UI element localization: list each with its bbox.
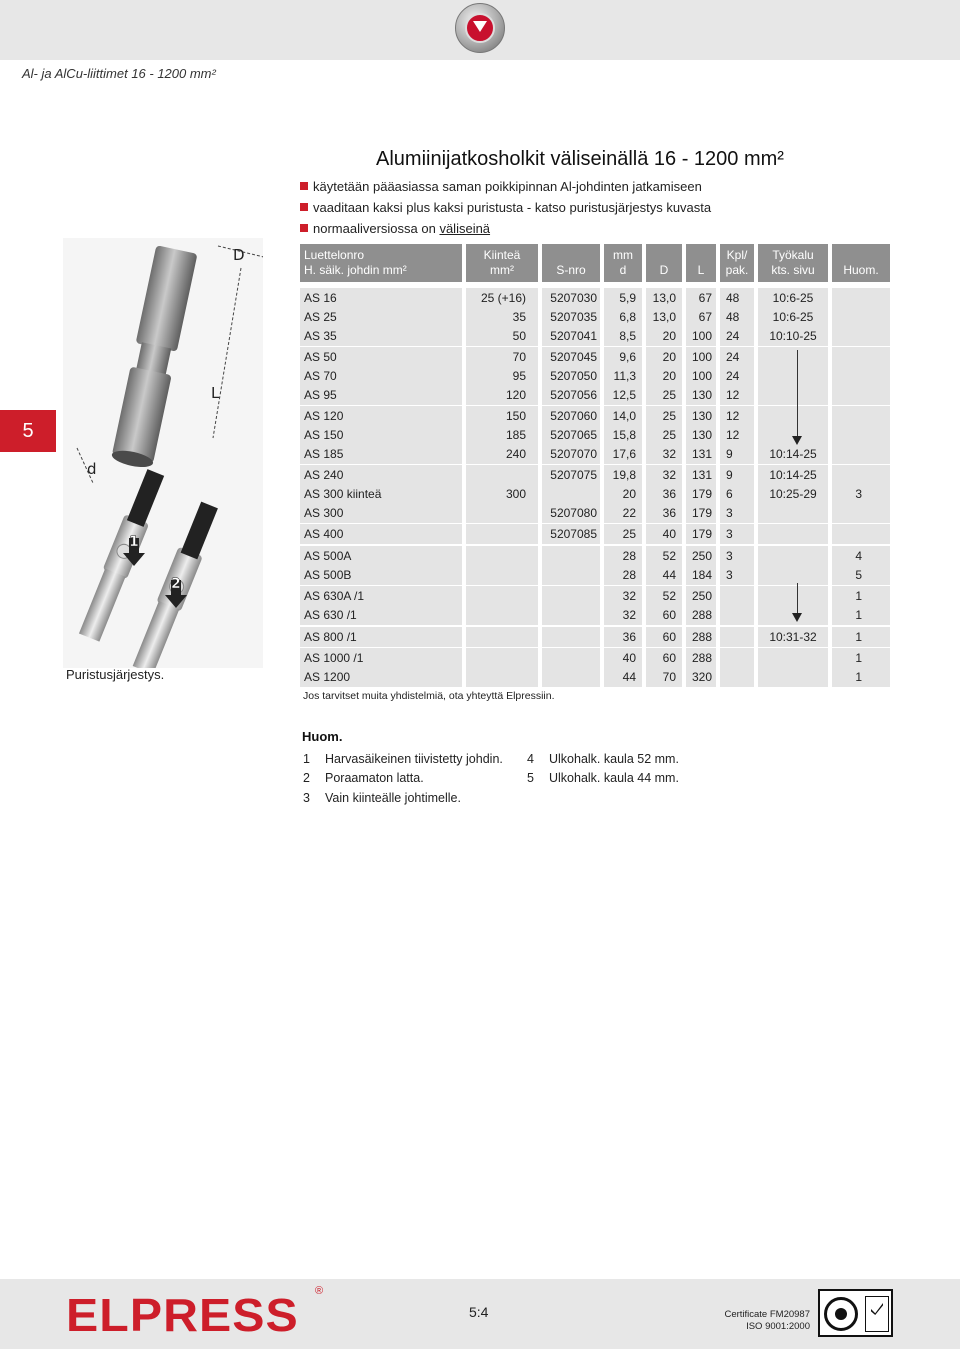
- cell-huom: [832, 466, 862, 484]
- cell-tyokalu: [758, 668, 828, 686]
- cell-D: 52: [662, 589, 676, 603]
- note-number: 1: [303, 752, 310, 766]
- cell-kpl: [726, 587, 756, 605]
- header-D: D: [646, 244, 682, 282]
- cell-snro: 5207060: [550, 409, 597, 423]
- cell-L: 320: [691, 670, 712, 684]
- cell-tyokalu: [758, 649, 828, 667]
- cell-kiintea: [466, 628, 526, 646]
- cell-L: 100: [691, 369, 712, 383]
- cell-huom: 4: [855, 549, 862, 563]
- ukas-check-icon: [865, 1296, 889, 1332]
- cell-kiintea: 120: [505, 388, 526, 402]
- cell-kpl: 3: [726, 568, 733, 582]
- cell-kpl: [726, 606, 756, 624]
- arrow-down-icon: [792, 613, 802, 622]
- header-snro: S-nro: [542, 244, 600, 282]
- cell-L: 250: [691, 549, 712, 563]
- note-number: 4: [527, 752, 534, 766]
- note-text: Poraamaton latta.: [325, 771, 424, 785]
- cell-tyokalu: [758, 566, 828, 584]
- cell-luettelonro: AS 240: [304, 468, 344, 482]
- dimension-D-label: D: [233, 246, 245, 264]
- cell-luettelonro: AS 120: [304, 409, 344, 423]
- cell-snro: 5207030: [550, 291, 597, 305]
- cell-kiintea: 240: [505, 447, 526, 461]
- cell-snro: [542, 587, 597, 605]
- cell-tyokalu: 10:31-32: [769, 630, 817, 644]
- cell-kiintea: 35: [512, 310, 526, 324]
- cell-d: 17,6: [612, 447, 636, 461]
- cell-D: 32: [662, 447, 676, 461]
- cell-D: 36: [662, 487, 676, 501]
- cell-L: 130: [691, 409, 712, 423]
- cell-huom: [832, 445, 862, 463]
- note-text: Harvasäikeinen tiivistetty johdin.: [325, 752, 503, 766]
- quality-seal-icon: [824, 1297, 858, 1331]
- feature-link[interactable]: väliseinä: [439, 221, 491, 236]
- cell-luettelonro: AS 300: [304, 506, 344, 520]
- cell-d: 40: [622, 651, 636, 665]
- cell-luettelonro: AS 300 kiinteä: [304, 487, 382, 501]
- cell-tyokalu: [758, 504, 828, 522]
- header-tyokalu: [758, 244, 828, 282]
- cell-L: 179: [691, 506, 712, 520]
- cell-kpl: 3: [726, 549, 733, 563]
- note-number: 3: [303, 791, 310, 805]
- cell-snro: 5207045: [550, 350, 597, 364]
- cell-luettelonro: AS 630 /1: [304, 608, 357, 622]
- cell-kpl: 48: [726, 291, 740, 305]
- cell-D: 13,0: [652, 291, 676, 305]
- page-header-title: Al- ja AlCu-liittimet 16 - 1200 mm²: [22, 66, 216, 81]
- chapter-tab: 5: [0, 410, 56, 452]
- header-pak-label: pak.: [725, 263, 749, 277]
- top-bar: [0, 0, 960, 60]
- cell-kiintea: [466, 649, 526, 667]
- splice-illustration: [63, 238, 263, 668]
- cell-kpl: 24: [726, 350, 740, 364]
- cell-d: 19,8: [612, 468, 636, 482]
- cell-kiintea: [466, 587, 526, 605]
- cell-kiintea: 25 (+16): [480, 291, 526, 305]
- cell-snro: [542, 485, 597, 503]
- cell-kpl: 24: [726, 329, 740, 343]
- cell-kiintea: [466, 547, 526, 565]
- certification-logo-icon: [818, 1289, 893, 1337]
- notes-title: Huom.: [302, 729, 343, 744]
- cell-snro: [542, 606, 597, 624]
- cell-kpl: 6: [726, 487, 733, 501]
- cell-huom: [832, 407, 862, 425]
- cell-kiintea: 70: [512, 350, 526, 364]
- cell-tyokalu: [758, 547, 828, 565]
- header-L: L: [686, 244, 716, 282]
- cell-luettelonro: AS 400: [304, 527, 344, 541]
- certificate-standard: ISO 9001:2000: [746, 1321, 810, 1332]
- cell-huom: 5: [855, 568, 862, 582]
- cell-luettelonro: AS 630A /1: [304, 589, 365, 603]
- header-kpl-label: Kpl/: [726, 248, 748, 262]
- cell-D: 20: [662, 329, 676, 343]
- cell-snro: 5207065: [550, 428, 597, 442]
- cell-huom: [832, 308, 862, 326]
- cell-kpl: [726, 668, 756, 686]
- registered-mark: ®: [315, 1285, 324, 1297]
- cell-snro: 5207056: [550, 388, 597, 402]
- cell-luettelonro: AS 70: [304, 369, 337, 383]
- cell-luettelonro: AS 500B: [304, 568, 352, 582]
- note-text: Vain kiinteälle johtimelle.: [325, 791, 461, 805]
- cell-D: 36: [662, 506, 676, 520]
- cell-D: 60: [662, 630, 676, 644]
- table-footnote: Jos tarvitset muita yhdistelmiä, ota yhteyttä Elpressiin.: [303, 690, 555, 702]
- cell-snro: [542, 566, 597, 584]
- product-image: [63, 238, 263, 668]
- cell-snro: [542, 628, 597, 646]
- cell-d: 9,6: [619, 350, 636, 364]
- cell-kpl: 12: [726, 409, 740, 423]
- tool-continuation-line: [797, 583, 798, 613]
- cell-d: 12,5: [612, 388, 636, 402]
- cell-snro: 5207035: [550, 310, 597, 324]
- cell-kiintea: 150: [505, 409, 526, 423]
- cell-L: 131: [691, 468, 712, 482]
- cell-d: 5,9: [619, 291, 636, 305]
- cell-d: 15,8: [612, 428, 636, 442]
- certificate-number: Certificate FM20987: [724, 1309, 810, 1320]
- header-mm-label: mm: [613, 248, 633, 262]
- cell-D: 25: [662, 428, 676, 442]
- cell-kpl: 48: [726, 310, 740, 324]
- cell-L: 130: [691, 428, 712, 442]
- cell-D: 60: [662, 651, 676, 665]
- cell-D: 13,0: [652, 310, 676, 324]
- cell-luettelonro: AS 150: [304, 428, 344, 442]
- cell-D: 20: [662, 369, 676, 383]
- cell-tyokalu: [758, 525, 828, 543]
- cell-tyokalu: 10:14-25: [769, 447, 817, 461]
- cell-huom: [832, 348, 862, 366]
- cell-huom: 1: [855, 608, 862, 622]
- cell-tyokalu: 10:10-25: [769, 329, 817, 343]
- tool-continuation-line: [797, 350, 798, 438]
- cell-tyokalu: [758, 587, 828, 605]
- cell-snro: [542, 668, 597, 686]
- cell-kiintea: 300: [505, 487, 526, 501]
- cell-L: 288: [691, 651, 712, 665]
- feature-item: [300, 218, 711, 239]
- cell-D: 52: [662, 549, 676, 563]
- cell-kiintea: 95: [512, 369, 526, 383]
- cell-huom: [832, 327, 862, 345]
- cell-snro: 5207075: [550, 468, 597, 482]
- cell-kpl: 12: [726, 428, 740, 442]
- cell-huom: 1: [855, 651, 862, 665]
- cell-d: 11,3: [613, 369, 636, 383]
- header-luettelonro-label: Luettelonro: [304, 248, 365, 262]
- header-kts-label: kts. sivu: [771, 263, 815, 277]
- cell-d: 20: [622, 487, 636, 501]
- cell-kpl: 9: [726, 468, 733, 482]
- feature-item: vaaditaan kaksi plus kaksi puristusta - katso puristusjärjestys kuvasta: [300, 197, 711, 218]
- cell-D: 44: [662, 568, 676, 582]
- feature-text: normaaliversiossa on: [313, 221, 440, 236]
- cell-luettelonro: AS 16: [304, 291, 337, 305]
- cell-snro: 5207080: [550, 506, 597, 520]
- note-text: Ulkohalk. kaula 52 mm.: [549, 752, 679, 766]
- arrow-down-icon: [792, 436, 802, 445]
- cell-kiintea: 185: [505, 428, 526, 442]
- cell-luettelonro: AS 800 /1: [304, 630, 357, 644]
- cell-L: 288: [691, 608, 712, 622]
- note-text: Ulkohalk. kaula 44 mm.: [549, 771, 679, 785]
- cell-D: 40: [662, 527, 676, 541]
- cell-L: 179: [691, 527, 712, 541]
- cell-snro: 5207050: [550, 369, 597, 383]
- cell-huom: 1: [855, 670, 862, 684]
- step-2-label: 2: [171, 576, 181, 592]
- cell-L: 130: [691, 388, 712, 402]
- company-badge-icon: [455, 3, 505, 53]
- cell-kiintea: [466, 606, 526, 624]
- cell-huom: 1: [855, 589, 862, 603]
- cell-kiintea: 50: [512, 329, 526, 343]
- cell-tyokalu: 10:6-25: [772, 310, 814, 324]
- cell-tyokalu: [758, 348, 828, 366]
- image-caption: Puristusjärjestys.: [66, 667, 165, 682]
- cell-huom: 1: [855, 630, 862, 644]
- dimension-L-label: L: [211, 384, 220, 402]
- note-number: 2: [303, 771, 310, 785]
- cell-luettelonro: AS 35: [304, 329, 337, 343]
- cell-tyokalu: 10:6-25: [772, 291, 814, 305]
- cell-D: 60: [662, 608, 676, 622]
- cell-kiintea: [466, 504, 526, 522]
- cell-tyokalu: [758, 367, 828, 385]
- header-d: [604, 244, 642, 282]
- cell-kiintea: [466, 668, 526, 686]
- cell-d: 8,5: [619, 329, 636, 343]
- cell-luettelonro: AS 1200: [304, 670, 351, 684]
- cell-huom: [832, 504, 862, 522]
- cell-snro: 5207085: [550, 527, 597, 541]
- cell-d: 28: [622, 549, 636, 563]
- cell-L: 179: [691, 487, 712, 501]
- cell-D: 32: [662, 468, 676, 482]
- cell-kpl: [726, 649, 756, 667]
- cell-L: 184: [691, 568, 712, 582]
- cell-kpl: [726, 628, 756, 646]
- note-number: 5: [527, 771, 534, 785]
- cell-L: 250: [691, 589, 712, 603]
- cell-D: 20: [662, 350, 676, 364]
- cell-L: 131: [691, 447, 712, 461]
- cell-d: 44: [622, 670, 636, 684]
- cell-D: 70: [662, 670, 676, 684]
- cell-kpl: 3: [726, 506, 733, 520]
- cell-kiintea: [466, 466, 526, 484]
- cell-luettelonro: AS 185: [304, 447, 344, 461]
- cell-d: 6,8: [619, 310, 636, 324]
- cell-kiintea: [466, 566, 526, 584]
- certificate-info: [722, 1309, 810, 1333]
- cell-L: 67: [698, 310, 712, 324]
- cell-snro: [542, 547, 597, 565]
- cell-d: 32: [622, 608, 636, 622]
- cell-L: 100: [691, 350, 712, 364]
- cell-snro: 5207070: [550, 447, 597, 461]
- header-kiintea-label: Kiinteä: [483, 248, 521, 262]
- header-d-label: d: [619, 263, 627, 277]
- cell-kiintea: [466, 525, 526, 543]
- feature-list: [300, 176, 711, 239]
- cell-D: 25: [662, 388, 676, 402]
- cell-d: 22: [622, 506, 636, 520]
- step-1-label: 1: [129, 534, 139, 550]
- header-tyokalu-label: Työkalu: [772, 248, 814, 262]
- cell-luettelonro: AS 25: [304, 310, 337, 324]
- cell-d: 25: [622, 527, 636, 541]
- cell-d: 36: [622, 630, 636, 644]
- cell-luettelonro: AS 1000 /1: [304, 651, 364, 665]
- cell-kpl: 24: [726, 369, 740, 383]
- cell-L: 100: [691, 329, 712, 343]
- cell-tyokalu: 10:25-29: [769, 487, 817, 501]
- cell-luettelonro: AS 50: [304, 350, 337, 364]
- dimension-d-label: d: [87, 460, 97, 478]
- cell-luettelonro: AS 95: [304, 388, 337, 402]
- cell-huom: [832, 386, 862, 404]
- cell-tyokalu: [758, 386, 828, 404]
- cell-d: 14,0: [612, 409, 636, 423]
- cell-huom: [832, 426, 862, 444]
- header-luettelonro: [300, 244, 462, 282]
- cell-kpl: 3: [726, 527, 733, 541]
- cell-kpl: 9: [726, 447, 733, 461]
- header-huom: Huom.: [832, 244, 890, 282]
- cell-d: 32: [622, 589, 636, 603]
- cell-tyokalu: [758, 407, 828, 425]
- page-title: Alumiinijatkosholkit väliseinällä 16 - 1200 mm²: [376, 148, 784, 170]
- header-kpl: [720, 244, 754, 282]
- cell-tyokalu: 10:14-25: [769, 468, 817, 482]
- cell-D: 25: [662, 409, 676, 423]
- cell-luettelonro: AS 500A: [304, 549, 352, 563]
- cell-L: 67: [698, 291, 712, 305]
- cell-huom: [832, 289, 862, 307]
- header-kiintea: [466, 244, 538, 282]
- cell-huom: [832, 525, 862, 543]
- header-h-saik-label: H. säik. johdin mm²: [304, 263, 407, 277]
- cell-snro: [542, 649, 597, 667]
- header-kiintea-unit: mm²: [490, 263, 514, 277]
- page-number: 5:4: [469, 1304, 489, 1320]
- brand-logo: ELPRESS: [66, 1289, 299, 1341]
- cell-L: 288: [691, 630, 712, 644]
- cell-d: 28: [622, 568, 636, 582]
- cell-snro: 5207041: [550, 329, 597, 343]
- cell-kpl: 12: [726, 388, 740, 402]
- cell-huom: [832, 367, 862, 385]
- feature-item: käytetään pääasiassa saman poikkipinnan Al-johdinten jatkamiseen: [300, 176, 711, 197]
- cell-huom: 3: [855, 487, 862, 501]
